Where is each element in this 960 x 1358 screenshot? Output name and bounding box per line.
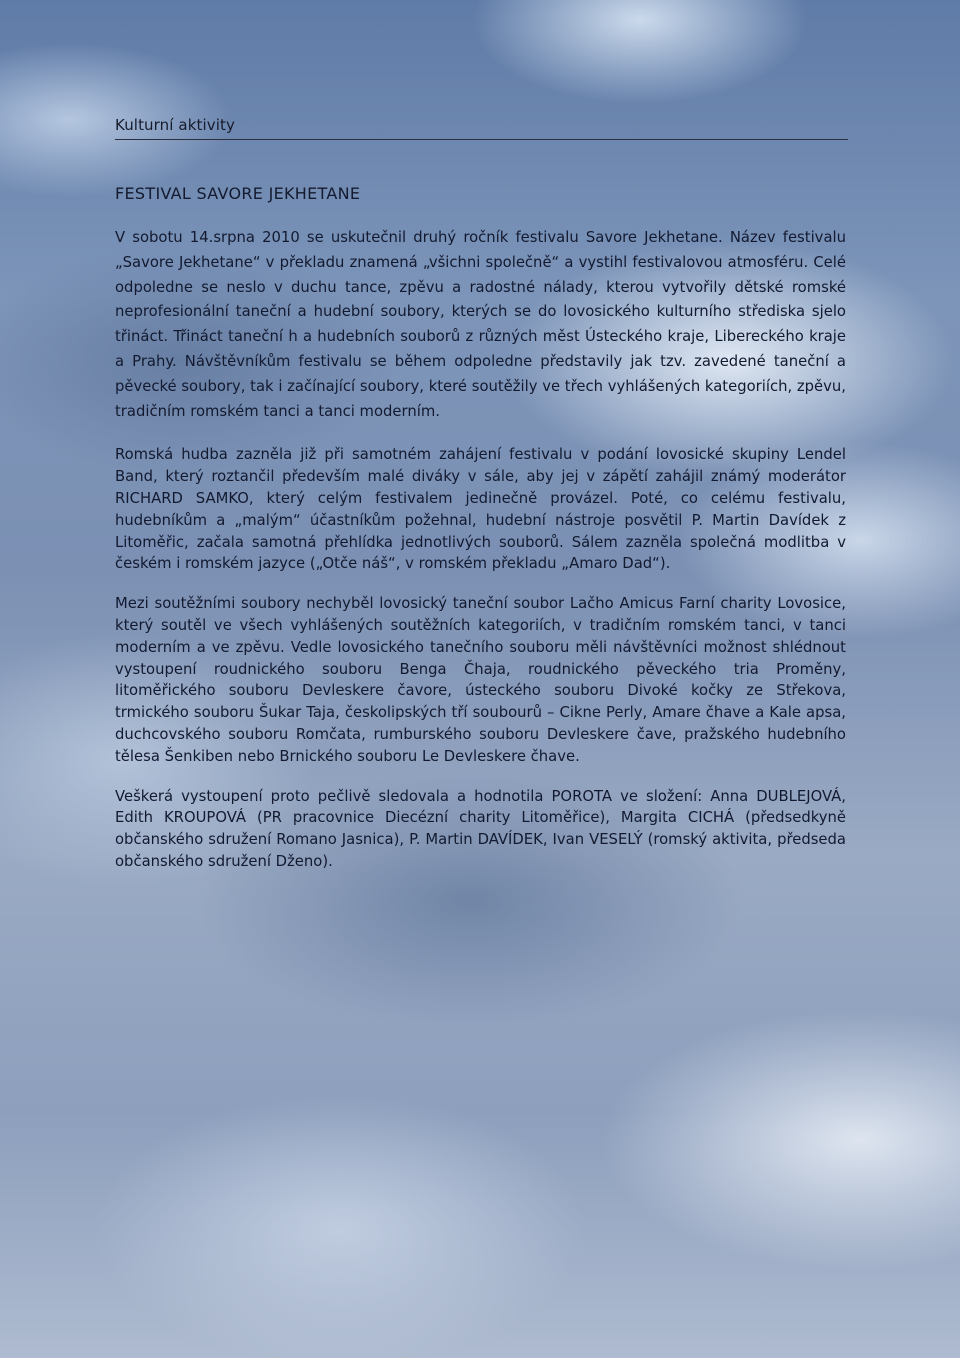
article — [115, 184, 846, 873]
paragraph-opening: Romská hudba zazněla již při samotném zahájení festivalu v podání lovosické skupiny Lendel Band, který roztančil především malé diváky v sále, aby jej v zápětí zahájil známý moderátor RICHARD SAMKO, který celým festivalem jedinečně provázel. Poté, co celému festivalu, hudebníkům a „malým“ účastníkům požehnal, hudební nástroje posvětil P. Martin Davídek z Litoměřic, začala samotná přehlídka jednotlivých souborů. Sálem zazněla společná modlitba v českém i romském jazyce („Otče náš“, v romském překladu „Amaro Dad“). — [115, 446, 846, 573]
section-title: Kulturní aktivity — [115, 116, 235, 134]
page-header — [115, 116, 848, 140]
paragraph-jury: Veškerá vystoupení proto pečlivě sledovala a hodnotila POROTA ve složení: Anna DUBLEJOVÁ, Edith KROUPOVÁ (PR pracovnice Diecézní charity Litoměřice), Margita CICHÁ (předsedkyně občanského sdružení Romano Jasnica), P. Martin DAVÍDEK, Ivan VESELÝ (romský aktivita, předseda občanského sdružení Dženo). — [115, 787, 846, 870]
paragraph-intro: V sobotu 14.srpna 2010 se uskutečnil druhý ročník festivalu Savore Jekhetane. Název festivalu „Savore Jekhetane“ v překladu znamená „všichni společně“ a vystihl festivalovou atmosféru. Celé odpoledne se neslo v duchu tance, zpěvu a radostné nálady, kterou vytvořily dětské romské neprofesionální taneční a hudební soubory, kterých se do lovosického kulturního střediska sjelo třináct. Třináct taneční h a hudebních souborů z různých měst Ústeckého kraje, Libereckého kraje a Prahy. Návštěvníkům festivalu se během odpoledne představily jak tzv. zavedené taneční a pěvecké soubory, tak i začínající soubory, které soutěžily ve třech vyhlášených kategoriích, zpěvu, tradičním romském tanci a tanci moderním. — [115, 229, 846, 420]
article-title: FESTIVAL SAVORE JEKHETANE — [115, 184, 361, 203]
paragraph-ensembles: Mezi soutěžními soubory nechyběl lovosický taneční soubor Lačho Amicus Farní charity Lovosice, který soutěl ve všech vyhlášených soutěžních kategoriích, v tradičním romském tanci, v tanci moderním a ve zpěvu. Vedle lovosického tanečního souboru měli návštěvníci možnost shlédnout vystoupení roudnického souboru Benga Čhaja, roudnického pěveckého tria Proměny, litoměřického souboru Devleskere čavore, ústeckého souboru Divoké kočky ze Střekova, trmického souboru Šukar Taja, českolipských tří soubourů – Cikne Perly, Amare čhave a Kale apsa, duchcovského souboru Romčata, rumburského souboru Devleskere čave, pražského hudebního tělesa Šenkiben nebo Brnického souboru Le Devleskere čhave. — [115, 595, 846, 765]
